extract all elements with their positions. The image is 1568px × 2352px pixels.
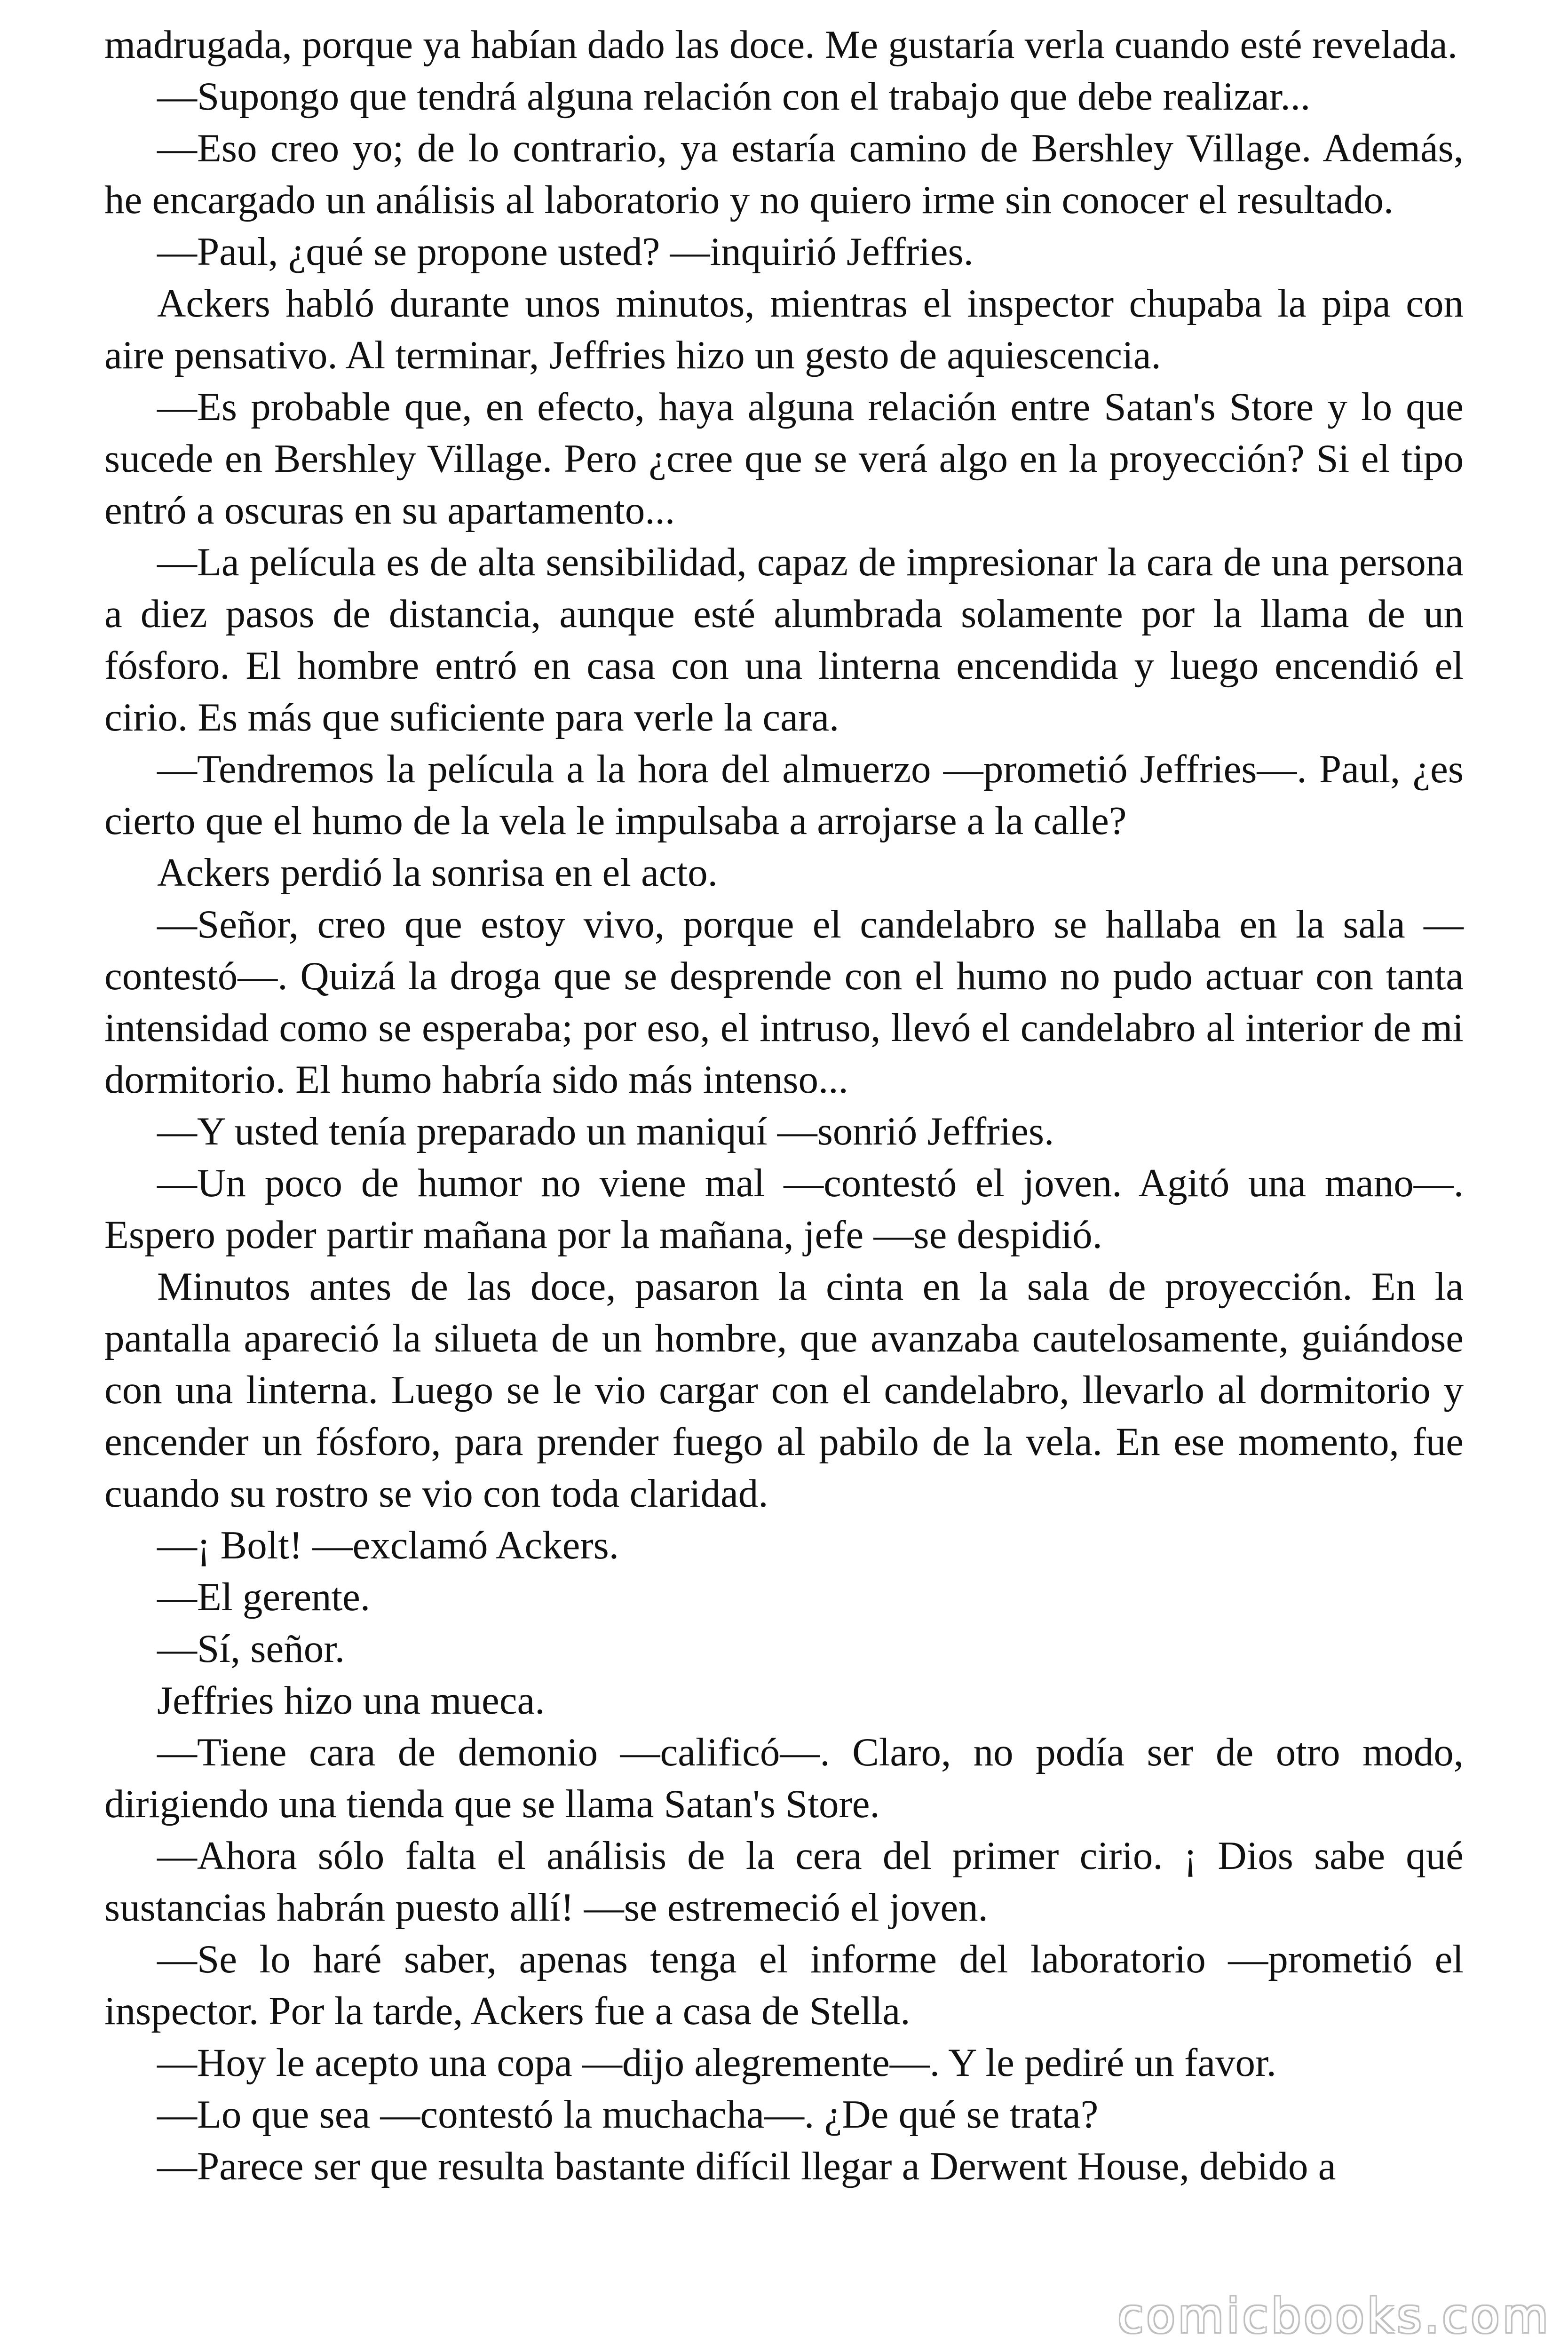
watermark-logo: comicbooks.com xyxy=(1117,2288,1551,2344)
paragraph: —La película es de alta sensibilidad, capaz de impresionar la cara de una persona a diez pasos de distancia, aunque esté alumbrada solamente por la llama de un fósforo. El hombre entró en casa con una linterna encendida y luego encendió el cirio. Es más que suficiente para verle la cara. xyxy=(104,540,1464,739)
page-body xyxy=(104,19,1464,2192)
paragraph: —Se lo haré saber, apenas tenga el informe del laboratorio —prometió el inspector. Por la tarde, Ackers fue a casa de Stella. xyxy=(104,1937,1464,2033)
paragraph: Ackers perdió la sonrisa en el acto. xyxy=(157,850,718,895)
paragraph: —Lo que sea —contestó la muchacha—. ¿De qué se trata? xyxy=(157,2092,1099,2137)
paragraph: —Tendremos la película a la hora del almuerzo —prometió Jeffries—. Paul, ¿es cierto que el humo de la vela le impulsaba a arrojarse a la calle? xyxy=(104,747,1464,843)
paragraph: —Un poco de humor no viene mal —contestó el joven. Agitó una mano—. Espero poder partir mañana por la mañana, jefe —se despidió. xyxy=(104,1161,1464,1257)
paragraph: —Es probable que, en efecto, haya alguna relación entre Satan's Store y lo que sucede en Bershley Village. Pero ¿cree que se verá algo en la proyección? Si el tipo entró a oscuras en su apartamento... xyxy=(104,385,1464,532)
paragraph: —Tiene cara de demonio —calificó—. Claro, no podía ser de otro modo, dirigiendo una tienda que se llama Satan's Store. xyxy=(104,1730,1464,1826)
paragraph: —Y usted tenía preparado un maniquí —sonrió Jeffries. xyxy=(157,1109,1054,1153)
paragraph: —Señor, creo que estoy vivo, porque el candelabro se hallaba en la sala —contestó—. Quizá la droga que se desprende con el humo no pudo actuar con tanta intensidad como se esperaba; por eso, el intruso, llevó el candelabro al interior de mi dormitorio. El humo habría sido más intenso... xyxy=(104,902,1464,1102)
paragraph: Ackers habló durante unos minutos, mientras el inspector chupaba la pipa con aire pensativo. Al terminar, Jeffries hizo un gesto de aquiescencia. xyxy=(104,281,1464,377)
paragraph-continued: madrugada, porque ya habían dado las doce. Me gustaría verla cuando esté revelada. xyxy=(104,23,1457,67)
paragraph: Jeffries hizo una mueca. xyxy=(157,1678,545,1723)
paragraph: —Eso creo yo; de lo contrario, ya estaría camino de Bershley Village. Además, he encargado un análisis al laboratorio y no quiero irme sin conocer el resultado. xyxy=(104,126,1464,222)
paragraph: Minutos antes de las doce, pasaron la cinta en la sala de proyección. En la pantalla apareció la silueta de un hombre, que avanzaba cautelosamente, guiándose con una linterna. Luego se le vio cargar con el candelabro, llevarlo al dormitorio y encender un fósforo, para prender fuego al pabilo de la vela. En ese momento, fue cuando su rostro se vio con toda claridad. xyxy=(104,1264,1464,1516)
paragraph: —Paul, ¿qué se propone usted? —inquirió Jeffries. xyxy=(157,230,974,274)
paragraph: —Supongo que tendrá alguna relación con el trabajo que debe realizar... xyxy=(157,74,1311,119)
paragraph: —¡ Bolt! —exclamó Ackers. xyxy=(157,1523,619,1567)
paragraph: —Ahora sólo falta el análisis de la cera del primer cirio. ¡ Dios sabe qué sustancias habrán puesto allí! —se estremeció el joven. xyxy=(104,1834,1464,1930)
paragraph: —Parece ser que resulta bastante difícil llegar a Derwent House, debido a xyxy=(157,2144,1336,2188)
paragraph: —Hoy le acepto una copa —dijo alegremente—. Y le pediré un favor. xyxy=(157,2041,1276,2085)
paragraph: —Sí, señor. xyxy=(157,1627,345,1671)
paragraph: —El gerente. xyxy=(157,1575,371,1619)
